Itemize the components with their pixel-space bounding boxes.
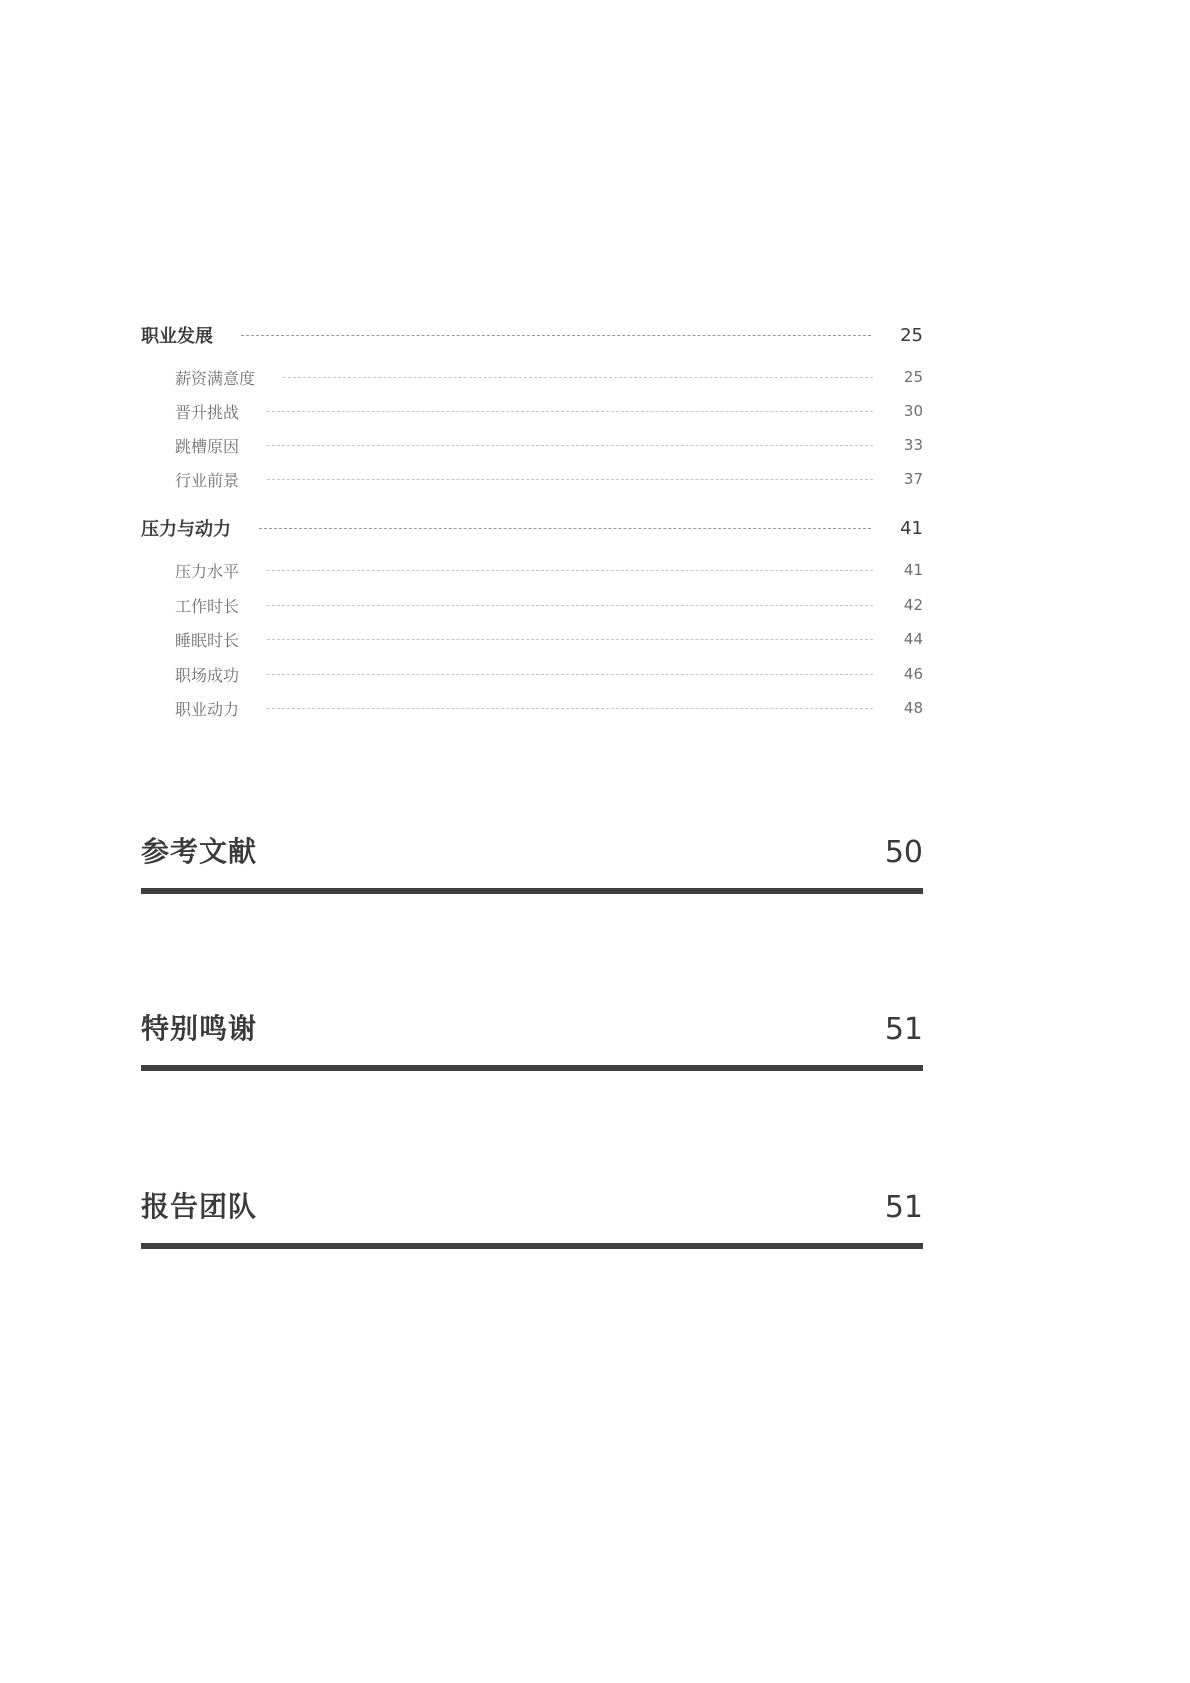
toc-page-number: 41 bbox=[900, 517, 923, 539]
dotted-leader bbox=[267, 708, 873, 709]
dotted-leader bbox=[267, 570, 873, 571]
dotted-leader bbox=[267, 479, 873, 480]
toc-section-career-development[interactable] bbox=[141, 321, 923, 349]
toc-major-page: 51 bbox=[884, 1190, 923, 1225]
section-divider bbox=[141, 888, 923, 894]
toc-item-page: 48 bbox=[903, 699, 923, 717]
dotted-leader bbox=[241, 335, 871, 336]
toc-section-title: 职业发展 bbox=[141, 326, 213, 347]
toc-item-title: 压力水平 bbox=[175, 561, 240, 581]
toc-item[interactable] bbox=[175, 365, 923, 389]
toc-item[interactable] bbox=[175, 696, 923, 720]
toc-item-title: 职业动力 bbox=[175, 699, 240, 719]
toc-item-page: 37 bbox=[903, 470, 923, 488]
dotted-leader bbox=[283, 377, 873, 378]
toc-item-page: 25 bbox=[903, 368, 923, 386]
toc-item-title: 工作时长 bbox=[175, 596, 240, 616]
toc-page-number: 25 bbox=[900, 324, 923, 346]
toc-major-report-team[interactable] bbox=[141, 1185, 923, 1249]
toc-item-page: 46 bbox=[903, 665, 923, 683]
toc-item-title: 睡眠时长 bbox=[175, 630, 240, 650]
toc-item[interactable] bbox=[175, 467, 923, 491]
dotted-leader bbox=[267, 605, 873, 606]
toc-item[interactable] bbox=[175, 399, 923, 423]
section-divider bbox=[141, 1065, 923, 1071]
toc-section-title: 压力与动力 bbox=[141, 519, 231, 540]
toc-item[interactable] bbox=[175, 558, 923, 582]
toc-major-acknowledgements[interactable] bbox=[141, 1007, 923, 1071]
dotted-leader bbox=[267, 445, 873, 446]
toc-item-page: 42 bbox=[903, 596, 923, 614]
dotted-leader bbox=[267, 674, 873, 675]
toc-section-pressure-motivation[interactable] bbox=[141, 514, 923, 542]
dotted-leader bbox=[259, 528, 871, 529]
section-divider bbox=[141, 1243, 923, 1249]
toc-item-title: 晋升挑战 bbox=[175, 402, 240, 422]
toc-major-title: 特别鸣谢 bbox=[141, 1012, 258, 1045]
toc-item[interactable] bbox=[175, 662, 923, 686]
dotted-leader bbox=[267, 639, 873, 640]
toc-major-references[interactable] bbox=[141, 830, 923, 894]
toc-item[interactable] bbox=[175, 593, 923, 617]
toc-major-page: 51 bbox=[884, 1012, 923, 1047]
dotted-leader bbox=[267, 411, 873, 412]
toc-item-title: 职场成功 bbox=[175, 665, 240, 685]
toc-item-page: 30 bbox=[903, 402, 923, 420]
toc-item[interactable] bbox=[175, 433, 923, 457]
toc-major-title: 参考文献 bbox=[141, 835, 258, 868]
toc-item-title: 跳槽原因 bbox=[175, 436, 240, 456]
toc-item-title: 行业前景 bbox=[175, 470, 240, 490]
toc-item[interactable] bbox=[175, 627, 923, 651]
toc-item-page: 41 bbox=[903, 561, 923, 579]
toc-item-page: 33 bbox=[903, 436, 923, 454]
toc-item-page: 44 bbox=[903, 630, 923, 648]
toc-major-page: 50 bbox=[884, 835, 923, 870]
toc-major-title: 报告团队 bbox=[141, 1190, 258, 1223]
toc-item-title: 薪资满意度 bbox=[175, 368, 256, 388]
